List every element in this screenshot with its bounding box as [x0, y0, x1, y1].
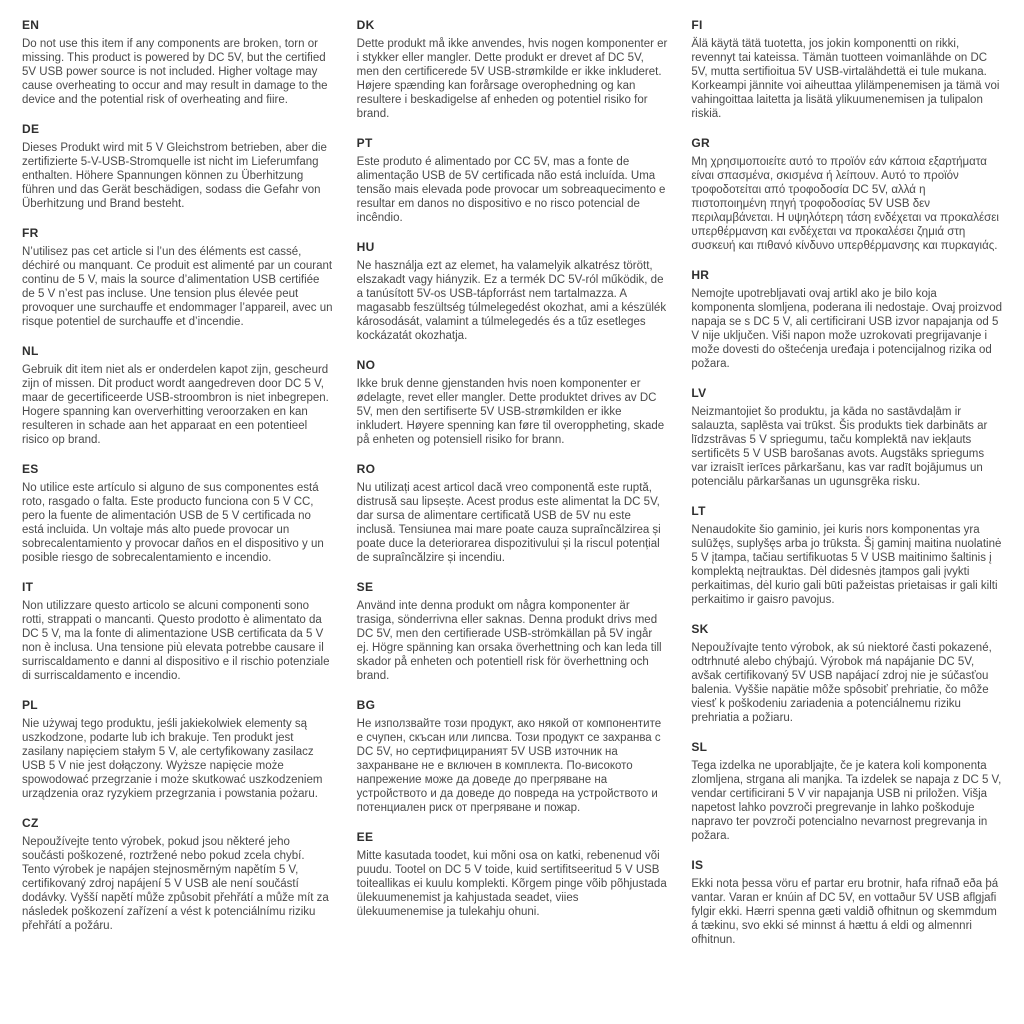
language-code: LV	[691, 386, 707, 400]
language-code: EE	[356, 830, 374, 844]
language-section-cz	[22, 816, 333, 933]
language-section-is	[691, 858, 1002, 947]
language-section-hu	[357, 240, 668, 343]
language-code: DK	[356, 18, 375, 32]
language-code: ES	[22, 462, 39, 476]
language-section-bg	[357, 698, 668, 815]
warning-text: Μη χρησιμοποιείτε αυτό το προϊόν εάν κάποια εξαρτήματα είναι σπασμένα, σκισμένα ή λείπουν. Αυτό το προϊόν τροφοδοτείται από τροφοδοσία DC 5V, αλλά η πιστοποιημένη πηγή τροφοδοσίας 5V USB δεν περιλαμβάνεται. Η υψηλότερη τάση ενδέχεται να προκαλέσει υπερθέρμανση και ενδέχεται να προκαλέσει ζημιά στη συσκευή και πιθανό κίνδυνο υπερθέρμανσης και πυρκαγιάς.	[691, 156, 999, 252]
language-code: HU	[356, 240, 375, 254]
warning-text: Neizmantojiet šo produktu, ja kāda no sastāvdaļām ir salauzta, saplēsta vai trūkst. Šis produkts tiek darbināts ar līdzstrāvas 5 V spriegumu, taču komplektā nav iekļauts sertificēts 5 V USB barošanas avots. Augstāks spriegums var izraisīt ierīces pārkaršanu, kas var radīt bojājumus un potenciālu pārkaršanas un ugunsgrēka risku.	[691, 406, 988, 488]
language-code: FI	[691, 18, 703, 32]
warning-text: Nemojte upotrebljavati ovaj artikl ako je bilo koja komponenta slomljena, poderana ili nedostaje. Ovaj proizvod napaja se s DC 5 V, ali certificirani USB izvor napajanja od 5 V nije uključen. Viši napon može uzrokovati pregrijavanje i može dovesti do oštećenja uređaja i potencijalnog rizika od požara.	[691, 288, 1003, 370]
warning-text: Не използвайте този продукт, ако някой от компонентите е счупен, скъсан или липсва. Този продукт се захранва с DC 5V, но сертифицираният 5V USB източник на захранване не е включен в комплекта. По-високото напрежение може да доведе до прегряване на устройството и да доведе до повреда на устройството и потенциален риск от прегряване и пожар.	[356, 718, 662, 814]
language-section-gr	[691, 136, 1002, 253]
language-code: PL	[22, 698, 38, 712]
language-section-lv	[691, 386, 1002, 489]
language-section-lt	[691, 504, 1002, 607]
column-3	[691, 18, 1002, 1014]
language-section-ee	[357, 830, 668, 919]
warning-text: Tega izdelka ne uporabljajte, če je katera koli komponenta zlomljena, strgana ali manjka. Ta izdelek se napaja z DC 5 V, vendar certificirani 5 V vir napajanja USB ni priložen. Višja napetost lahko povzroči pregrevanje in lahko poškoduje napravo ter povzroči potencialno nevarnost pregrevanja in požara.	[691, 760, 1002, 842]
language-code: RO	[356, 462, 376, 476]
warning-text: No utilice este artículo si alguno de sus componentes está roto, rasgado o falta. Este producto funciona con 5 V CC, pero la fuente de alimentación USB de 5 V certificada no está incluida. Un voltaje más alto puede provocar un sobrecalentamiento y provocar daños en el dispositivo y un posible riesgo de sobrecalentamiento e incendio.	[22, 482, 324, 564]
warning-text: Non utilizzare questo articolo se alcuni componenti sono rotti, strappati o mancanti. Questo prodotto è alimentato da DC 5 V, ma la fonte di alimentazione USB certificata da 5 V non è inclusa. Una tensione più elevata potrebbe causare il surriscaldamento e danni al dispositivo e il rischio potenziale di surriscaldamento e incendio.	[22, 600, 330, 682]
warning-text: Gebruik dit item niet als er onderdelen kapot zijn, gescheurd zijn of missen. Dit product wordt aangedreven door DC 5 V, maar de gecertificeerde USB-stroombron is niet inbegrepen. Hogere spanning kan oververhitting veroorzaken en kan resulteren in schade aan het apparaat en een potentieel risico op brand.	[22, 364, 329, 446]
language-section-fi	[691, 18, 1002, 121]
warning-text: Älä käytä tätä tuotetta, jos jokin komponentti on rikki, revennyt tai kateissa. Tämän tuotteen voimanlähde on DC 5V, mutta sertifioitua 5V USB-virtalähdettä ei tule mukana. Korkeampi jännite voi aiheuttaa ylilämpenemisen ja tämä voi vahingoittaa laitetta ja lisätä ylikuumenemisen ja tulipalon riskiä.	[691, 38, 1000, 120]
language-section-de	[22, 122, 333, 211]
warning-text: Nie używaj tego produktu, jeśli jakiekolwiek elementy są uszkodzone, podarte lub ich brakuje. Ten produkt jest zasilany napięciem stałym 5 V, ale certyfikowany zasilacz USB 5 V nie jest dołączony. Wyższe napięcie może spowodować przegrzanie i może skutkować uszkodzeniem urządzenia oraz ryzykiem przegrzania i powstania pożaru.	[22, 718, 323, 800]
warning-text: Nu utilizați acest articol dacă vreo componentă este ruptă, distrusă sau lipsește. Acest produs este alimentat la DC 5V, dar sursa de alimentare certificată USB de 5V nu este inclusă. Tensiunea mai mare poate cauza supraîncălzirea și poate duce la deteriorarea dispozitivului și la riscul potențial de supraîncălzire și incendiu.	[356, 482, 661, 564]
language-section-se	[357, 580, 668, 683]
language-code: SE	[356, 580, 374, 594]
language-code: BG	[356, 698, 376, 712]
language-section-pl	[22, 698, 333, 801]
language-code: SL	[691, 740, 708, 754]
language-section-no	[357, 358, 668, 447]
language-code: IS	[691, 858, 704, 872]
language-section-nl	[22, 344, 333, 447]
warning-text: Nepoužívejte tento výrobek, pokud jsou některé jeho součásti poškozené, roztržené nebo pokud zcela chybí. Tento výrobek je napájen stejnosměrným napětím 5 V, certifikovaný zdroj napájení 5 V USB ale není součástí dodávky. Vyšší napětí může způsobit přehřátí a může mít za následek poškození zařízení a vést k potenciálnímu riziku přehřátí a požáru.	[22, 836, 329, 932]
language-code: CZ	[22, 816, 39, 830]
language-code: DE	[22, 122, 40, 136]
language-code: NO	[356, 358, 376, 372]
language-code: FR	[22, 226, 39, 240]
language-section-sl	[691, 740, 1002, 843]
warning-text: N’utilisez pas cet article si l’un des éléments est cassé, déchiré ou manquant. Ce produit est alimenté par un courant continu de 5 V, mais la source d’alimentation USB certifiée de 5 V n’est pas incluse. Une tension plus élevée peut provoquer une surchauffe et endommager l’appareil, avec un risque potentiel de surchauffe et d’incendie.	[22, 246, 333, 328]
language-code: PT	[356, 136, 373, 150]
language-code: GR	[691, 136, 710, 150]
language-section-ro	[357, 462, 668, 565]
language-code: NL	[22, 344, 39, 358]
column-1	[22, 18, 333, 1014]
language-code: SK	[691, 622, 709, 636]
warning-text: Dieses Produkt wird mit 5 V Gleichstrom betrieben, aber die zertifizierte 5-V-USB-Stromquelle ist nicht im Lieferumfang enthalten. Höhere Spannungen können zu Überhitzung führen und das Gerät beschädigen, sodass die Gefahr von Überhitzung und Brand besteht.	[22, 142, 327, 210]
language-section-hr	[691, 268, 1002, 371]
warning-text: Nepoužívajte tento výrobok, ak sú niektoré časti pokazené, odtrhnuté alebo chýbajú. Výrobok má napájanie DC 5V, avšak certifikovaný 5V USB napájací zdroj nie je súčasťou balenia. Vyššie napätie môže spôsobiť prehriatie, čo môže viesť k poškodeniu zariadenia a potenciálnemu riziku prehriatia a požiaru.	[691, 642, 992, 724]
language-section-dk	[357, 18, 668, 121]
language-code: LT	[691, 504, 706, 518]
language-section-en	[22, 18, 333, 107]
warning-text: Ne használja ezt az elemet, ha valamelyik alkatrész törött, elszakadt vagy hiányzik. Ez a termék DC 5V-ról működik, de a tanúsított 5V-os USB-tápforrást nem tartalmazza. A magasabb feszültség túlmelegedést okozhat, ami a készülék károsodását, valamint a túlmelegedés és a tűz esetleges kockázatát okozhatja.	[356, 260, 667, 342]
warning-text: Dette produkt må ikke anvendes, hvis nogen komponenter er i stykker eller mangler. Dette produkt er drevet af DC 5V, men den certificerede 5V USB-strømkilde er ikke inkluderet. Højere spænding kan forårsage overophedning og kan resultere i beskadigelse af enheden og potentiel risiko for brand.	[356, 38, 668, 120]
language-code: EN	[22, 18, 40, 32]
language-section-it	[22, 580, 333, 683]
warning-text: Använd inte denna produkt om några komponenter är trasiga, sönderrivna eller saknas. Denna produkt drivs med DC 5V, men den certifierade USB-strömkällan på 5V ingår ej. Högre spänning kan orsaka överhettning och kan leda till skador på enheten och potentiell risk för överhettning och brand.	[356, 600, 662, 682]
language-section-pt	[357, 136, 668, 225]
language-section-es	[22, 462, 333, 565]
language-section-fr	[22, 226, 333, 329]
column-2	[357, 18, 668, 1014]
language-code: HR	[691, 268, 710, 282]
warning-text: Este produto é alimentado por CC 5V, mas a fonte de alimentação USB de 5V certificada não está incluída. Uma tensão mais elevada pode provocar um sobreaquecimento e resultar em danos no dispositivo e no risco potencial de incêndio.	[356, 156, 666, 224]
warning-text: Do not use this item if any components are broken, torn or missing. This product is powered by DC 5V, but the certified 5V USB power source is not included. Higher voltage may cause overheating to occur and may result in damage to the device and the potential risk of overheating and fiire.	[22, 38, 328, 106]
warning-text: Ikke bruk denne gjenstanden hvis noen komponenter er ødelagte, revet eller mangler. Dette produktet drives av DC 5V, men den sertifiserte 5V USB-strømkilden er ikke inkludert. Høyere spenning kan føre til overoppheting, skade på enheten og potensiell risiko for brann.	[356, 378, 665, 446]
warning-text: Ekki nota þessa vöru ef partar eru brotnir, hafa rifnað eða þá vantar. Varan er knúin af DC 5V, en vottaður 5V USB aflgjafi fylgir ekki. Hærri spenna gæti valdið ofhitnun og skemmdum á tækinu, svo ekki sé minnst á hættu á eldi og almennri ofhitnun.	[691, 878, 999, 946]
warning-text: Nenaudokite šio gaminio, jei kuris nors komponentas yra sulūžęs, suplyšęs arba jo trūksta. Šį gaminį maitina nuolatinė 5 V įtampa, tačiau sertifikuotas 5 V USB maitinimo šaltinis į komplektą neįtrauktas. Dėl didesnės įtampos gali įvykti perkaitimas, dėl kurio gali būti pažeistas prietaisas ir gali kilti perkaitimo ir gaisro pavojus.	[691, 524, 1002, 606]
warning-text: Mitte kasutada toodet, kui mõni osa on katki, rebenenud või puudu. Tootel on DC 5 V toide, kuid sertifitseeritud 5 V USB toiteallikas ei kuulu komplekti. Kõrgem pinge võib põhjustada ülekuumenemist ja kahjustada seadet, viies ülekuumenemise ja tulekahju ohuni.	[356, 850, 667, 918]
language-code: IT	[22, 580, 34, 594]
language-section-sk	[691, 622, 1002, 725]
